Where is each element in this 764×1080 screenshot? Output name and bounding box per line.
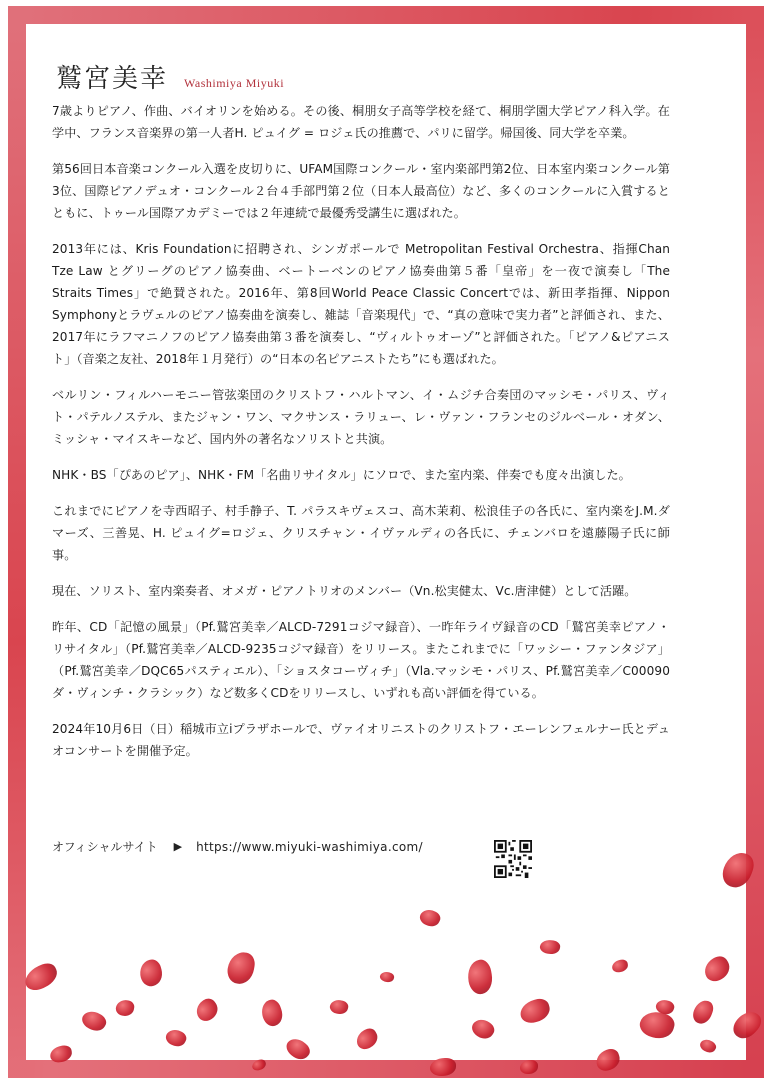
bio-paragraph: 昨年、CD「記憶の風景」（Pf.鷲宮美幸／ALCD-7291コジマ録音）、一昨年ライヴ録音のCD「鷲宮美幸ピアノ・リサイタル」（Pf.鷲宮美幸／ALCD-9235コジマ録音）をリリース。またこれまでに「ワッシー・ファンタジア」（Pf.鷲宮美幸／DQC65パスティエル）、「ショスタコーヴィチ」（Vla.マッシモ・パリス、Pf.鷲宮美幸／C00090ダ・ヴィンチ・クラシック）など数多くCDをリリースし、いずれも高い評価を得ている。 bbox=[52, 620, 670, 700]
bio-paragraph: NHK・BS「ぴあのピア」、NHK・FM「名曲リサイタル」にソロで、また室内楽、伴奏でも度々出演した。 bbox=[52, 468, 631, 482]
bio-paragraph: 2024年10月6日（日）稲城市立iプラザホールで、ヴァイオリニストのクリストフ・エーレンフェルナー氏とデュオコンサートを開催予定。 bbox=[52, 722, 670, 758]
artist-name-english: Washimiya Miyuki bbox=[184, 76, 285, 90]
artist-name-japanese: 鷲宮美幸 bbox=[56, 64, 169, 94]
official-site-link[interactable]: https://www.miyuki-washimiya.com/ bbox=[196, 839, 423, 854]
bio-paragraph: ベルリン・フィルハーモニー管弦楽団のクリストフ・ハルトマン、イ・ムジチ合奏団のマッシモ・パリス、ヴィト・パテルノステル、またジャン・ワン、マクサンス・ラリュー、レ・ヴァン・フランセのジルベール・オダン、ミッシャ・マイスキーなど、国内外の著名なソリストと共演。 bbox=[52, 388, 670, 446]
bio-paragraph: 2013年には、Kris Foundationに招聘され、シンガポールで Metropolitan Festival Orchestra、指揮Chan Tze Law とグリーグのピアノ協奏曲、ベートーベンのピアノ協奏曲第５番「皇帝」を一夜で演奏し「The Straits Times」で絶賛された。2016年、第8回World Peace Classic Concertでは、新田孝指揮、Nippon Symphonyとラヴェルのピアノ協奏曲を演奏し、雑誌「音楽現代」で、“真の意味で実力者”と評価され、また、2017年にラフマニノフのピアノ協奏曲第３番を演奏し、“ヴィルトゥオーゾ”と評価された。「ピアノ&ピアニスト」（音楽之友社、2018年１月発行）の“日本の名ピアニストたち”にも選ばれた。 bbox=[52, 242, 670, 366]
qr-code-icon[interactable] bbox=[494, 840, 532, 878]
bio-paragraph: これまでにピアノを寺西昭子、村手静子、T. パラスキヴェスコ、高木茉莉、松浪佳子の各氏に、室内楽をJ.M.ダマーズ、三善晃、H. ピュイグ=ロジェ、クリスチャン・イヴァルディの各氏に、チェンバロを遠藤陽子氏に師事。 bbox=[52, 504, 670, 562]
bio-paragraph: 現在、ソリスト、室内楽奏者、オメガ・ピアノトリオのメンバー（Vn.松実健太、Vc.唐津健）として活躍。 bbox=[52, 584, 637, 598]
bio-paragraph: 7歳よりピアノ、作曲、バイオリンを始める。その後、桐朋女子高等学校を経て、桐朋学園大学ピアノ科入学。在学中、フランス音楽界の第一人者H. ピュイグ = ロジェ氏の推薦で、パリに留学。帰国後、同大学を卒業。 bbox=[52, 104, 670, 140]
official-site-label: オフィシャルサイト bbox=[52, 840, 158, 854]
title-row bbox=[56, 58, 284, 95]
biography-body bbox=[52, 100, 670, 776]
bio-paragraph: 第56回日本音楽コンクール入選を皮切りに、UFAM国際コンクール・室内楽部門第2位、日本室内楽コンクール第3位、国際ピアノデュオ・コンクール２台４手部門第２位（日本人最高位）など、多くのコンクールに入賞するとともに、トゥール国際アカデミーでは２年連続で最優秀受講生に選ばれた。 bbox=[52, 162, 670, 220]
play-arrow-icon: ▶ bbox=[173, 840, 183, 853]
official-site-row bbox=[52, 838, 423, 855]
